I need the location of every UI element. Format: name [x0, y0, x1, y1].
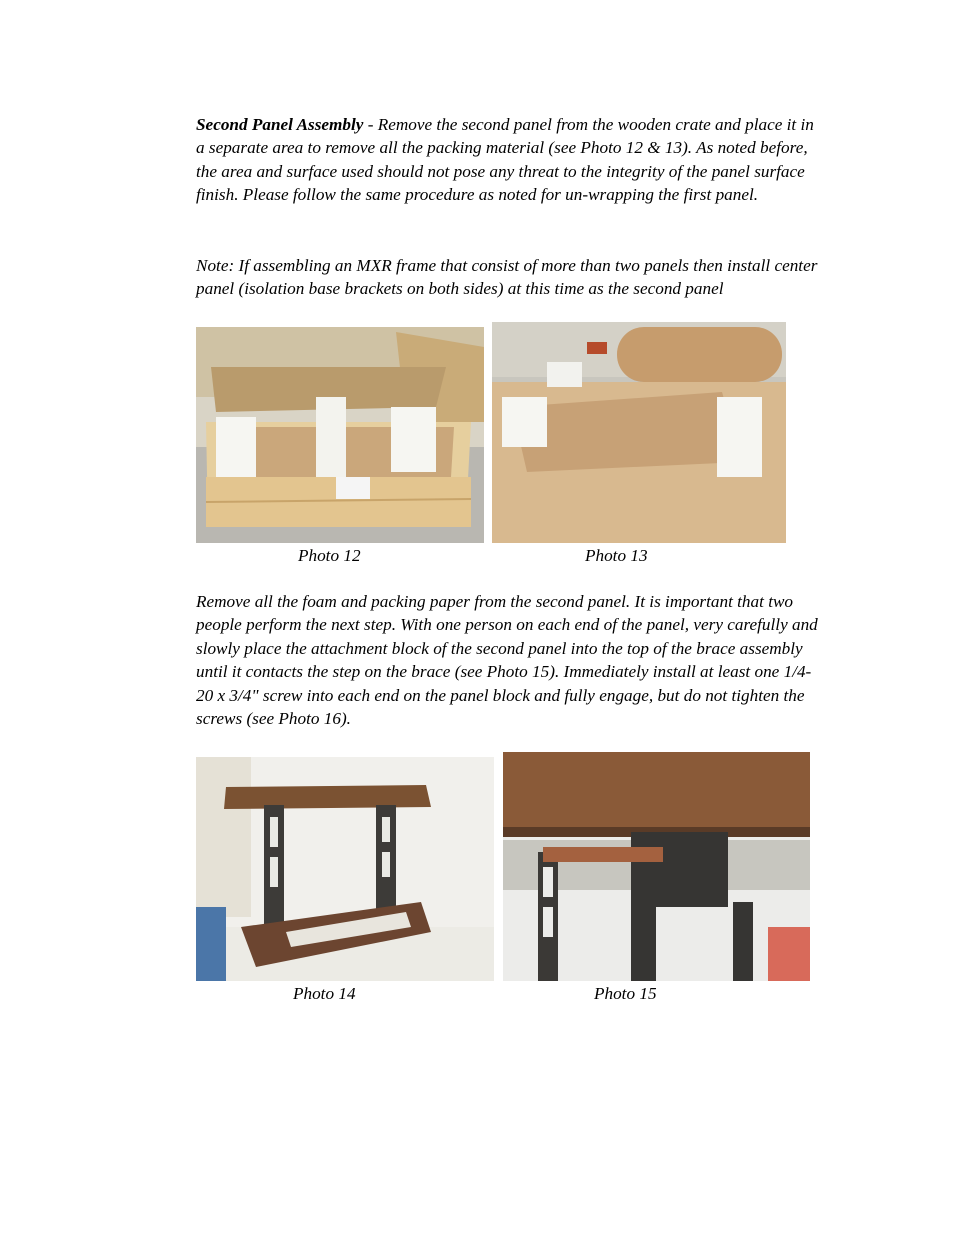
photo-13-caption: Photo 13 — [585, 546, 648, 565]
photo-12-crate-image — [196, 327, 484, 543]
photo-12-caption: Photo 12 — [298, 546, 361, 565]
remove-foam-paragraph: Remove all the foam and packing paper from the second panel. It is important that two people perform the next step. With one person on each end of the panel, very carefully and slowly place the attachment block of the second panel into the top of the brace assembly until it contacts the step on the brace (see Photo 15). Immediately install at least one 1/4-20 x 3/4" screw into each end on the panel block and fully engage, but do not tighten the screws (see Photo 16). — [196, 592, 818, 729]
second-panel-body: - Remove the second panel from the wooden crate and place it in a separate area to remove all the packing material (see Photo 12 & 13). As noted before, the area and surface used should not pose any threat to the integrity of the panel surface finish. Please follow the same procedure as noted for un-wrapping the first panel. — [196, 115, 814, 205]
photo-15-bracket-image — [503, 752, 810, 981]
photo-14-frame-image — [196, 757, 494, 981]
note-paragraph: Note: If assembling an MXR frame that consist of more than two panels then install center panel (isolation base brackets on both sides) at this time as the second panel — [196, 256, 818, 299]
photo-15-caption: Photo 15 — [594, 984, 657, 1003]
photo-14-caption: Photo 14 — [293, 984, 356, 1003]
photo-13-panel-image — [492, 322, 786, 543]
section-heading: Second Panel Assembly — [196, 115, 364, 134]
second-panel-paragraph — [196, 113, 826, 207]
